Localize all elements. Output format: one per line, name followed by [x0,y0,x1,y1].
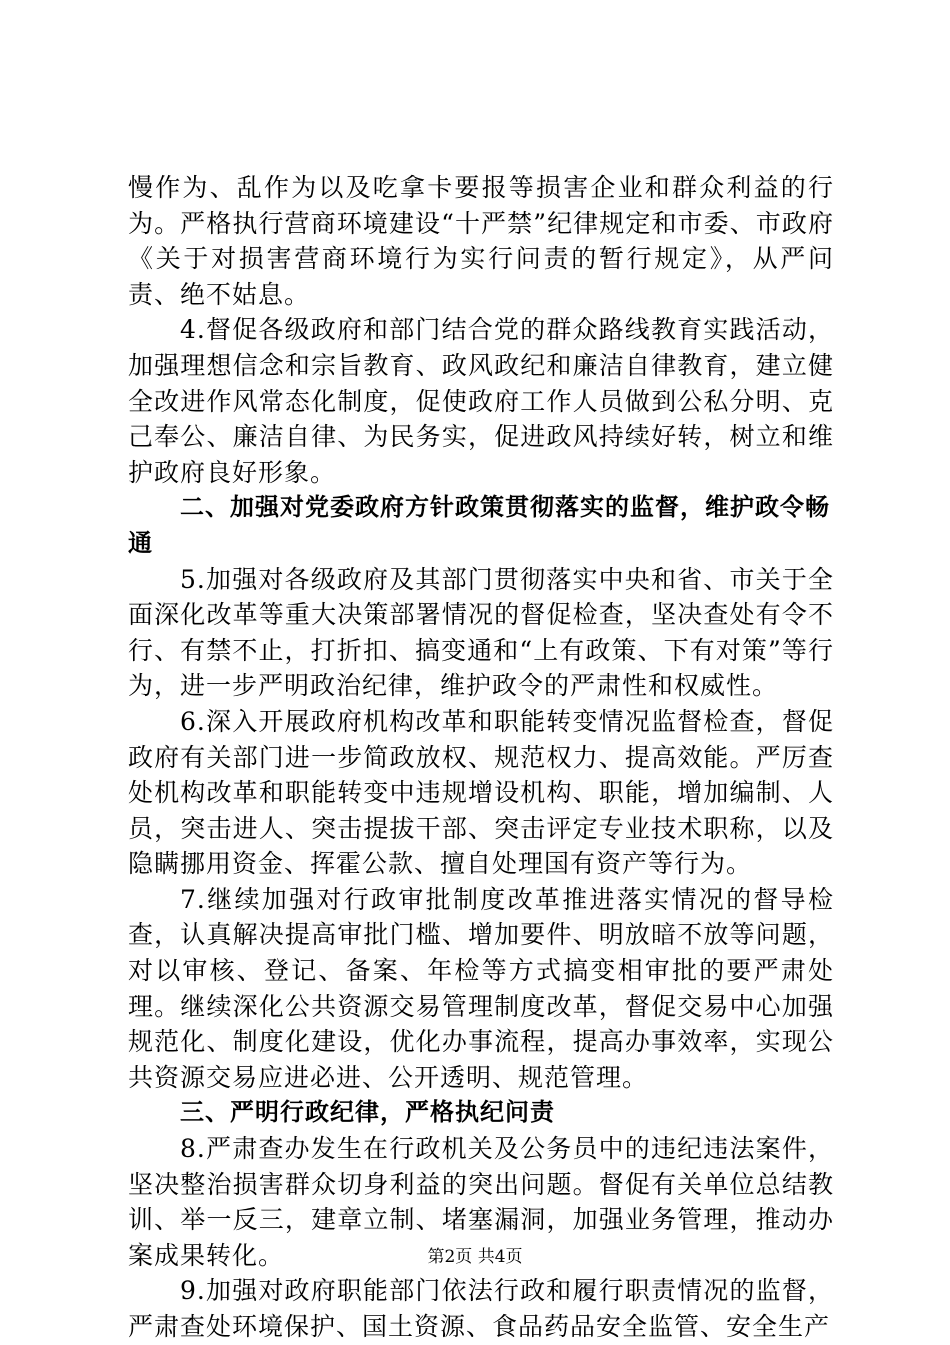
section-heading-2: 二、加强对党委政府方针政策贯彻落实的监督，维护政令畅通 [128,493,830,557]
page-number-footer: 第2页 共4页 [427,1247,523,1267]
paragraph-item-8: 8.严肃查办发生在行政机关及公务员中的违纪违法案件，坚决整治损害群众切身利益的突出问题。督促有关单位总结教训、举一反三，建章立制、堵塞漏洞，加强业务管理，推动办案成果转化。 [128,1134,834,1270]
paragraph-item-7: 7.继续加强对行政审批制度改革推进落实情况的督导检查，认真解决提高审批门槛、增加要件、明放暗不放等问题，对以审核、登记、备案、年检等方式搞变相审批的要严肃处理。继续深化公共资源交易管理制度改革，督促交易中心加强规范化、制度化建设，优化办事流程，提高办事效率，实现公共资源交易应进必进、公开透明、规范管理。 [128,884,834,1092]
paragraph-item-6: 6.深入开展政府机构改革和职能转变情况监督检查，督促政府有关部门进一步简政放权、规范权力、提高效能。严厉查处机构改革和职能转变中违规增设机构、职能，增加编制、人员，突击进人、突击提拔干部、突击评定专业技术职称，以及隐瞒挪用资金、挥霍公款、擅自处理国有资产等行为。 [128,706,834,879]
document-body [128,170,834,1345]
paragraph-item-5: 5.加强对各级政府及其部门贯彻落实中央和省、市关于全面深化改革等重大决策部署情况的督促检查，坚决查处有令不行、有禁不止，打折扣、搞变通和“上有政策、下有对策”等行为，进一步严明政治纪律，维护政令的严肃性和权威性。 [128,564,834,701]
paragraph-item-4: 4.督促各级政府和部门结合党的群众路线教育实践活动，加强理想信念和宗旨教育、政风政纪和廉洁自律教育，建立健全改进作风常态化制度，促使政府工作人员做到公私分明、克己奉公、廉洁自律、为民务实，促进政风持续好转，树立和维护政府良好形象。 [128,315,834,487]
paragraph-item-9: 9.加强对政府职能部门依法行政和履行职责情况的监督，严肃查处环境保护、国土资源、食品药品安全监管、安全生产 [128,1276,834,1341]
section-heading-3: 三、严明行政纪律，严格执纪问责 [180,1098,555,1127]
paragraph-1: 慢作为、乱作为以及吃拿卡要报等损害企业和群众利益的行为。严格执行营商环境建设“十严禁”纪律规定和市委、市政府《关于对损害营商环境行为实行问责的暂行规定》，从严问责、绝不姑息。 [128,173,834,309]
